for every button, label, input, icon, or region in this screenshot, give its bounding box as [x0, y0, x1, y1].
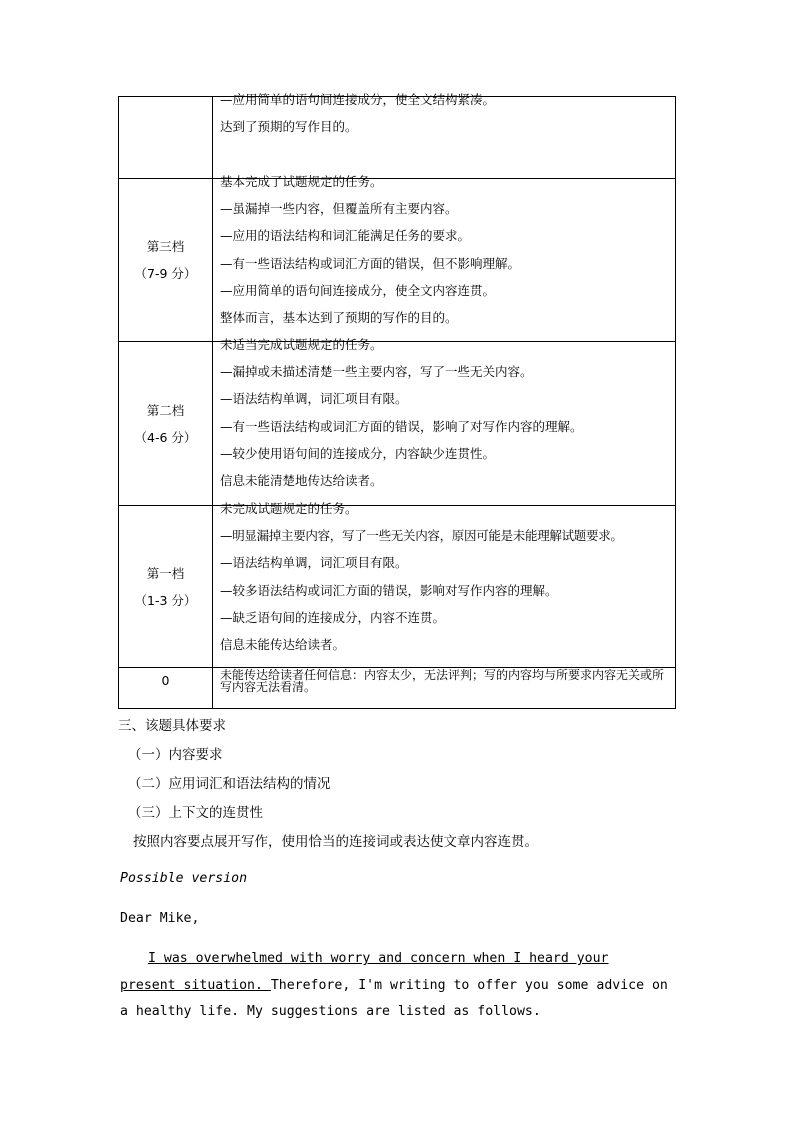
level-cell — [119, 506, 213, 668]
rubric-row-zero — [119, 668, 676, 709]
criterion-line: 达到了预期的写作目的。 — [220, 119, 358, 135]
criterion-line: —语法结构单调，词汇项目有限。 — [220, 391, 408, 407]
level-name: 第三档 — [146, 239, 185, 254]
criterion-line: —缺乏语句间的连接成分，内容不连贯。 — [220, 609, 446, 625]
requirement-item: （三）上下文的连贯性 — [128, 805, 263, 821]
level-name: 0 — [161, 673, 170, 688]
level-score: （7-9 分） — [134, 266, 197, 281]
level-cell — [119, 342, 213, 506]
rubric-row-level2 — [119, 342, 676, 506]
letter-line — [148, 951, 609, 966]
criterion-line: —有一些语法结构或词汇方面的错误，影响了对写作内容的理解。 — [220, 418, 583, 434]
description-cell — [213, 501, 676, 668]
criterion-line: —较多语法结构或词汇方面的错误，影响对写作内容的理解。 — [220, 582, 558, 598]
section-title: 三、该题具体要求 — [118, 718, 226, 734]
description-cell — [213, 92, 676, 179]
rubric-row-level1 — [119, 506, 676, 668]
requirement-item: （二）应用词汇和语法结构的情况 — [128, 776, 331, 792]
level-cell — [119, 97, 213, 179]
level-score: （1-3 分） — [134, 592, 197, 608]
letter-line: a healthy life. My suggestions are listed as follows. — [120, 1004, 541, 1019]
criterion-text: 未能传达给读者任何信息：内容太少，无法评判；写的内容均与所要求内容无关或所写内容无法看清。 — [220, 668, 665, 694]
criterion-line: —应用简单的语句间连接成分，使全文内容连贯。 — [220, 282, 496, 298]
level-name: 第二档 — [146, 402, 185, 418]
description-cell — [213, 174, 676, 342]
criterion-line: —较少使用语句间的连接成分，内容缺少连贯性。 — [220, 445, 496, 461]
criterion-line: 未适当完成试题规定的任务。 — [220, 337, 383, 352]
criterion-line: 信息未能清楚地传达给读者。 — [220, 472, 383, 488]
letter-text: Therefore, I'm writing to offer you some advice on — [270, 978, 668, 993]
level-cell — [119, 179, 213, 342]
criterion-line: —应用的语法结构和词汇能满足任务的要求。 — [220, 228, 471, 244]
underlined-sentence: I was overwhelmed with worry and concern when I heard your — [148, 951, 609, 966]
criterion-line: 整体而言，基本达到了预期的写作的目的。 — [220, 309, 458, 325]
criterion-line: —语法结构单调，词汇项目有限。 — [220, 555, 408, 571]
letter-greeting: Dear Mike, — [120, 911, 200, 926]
rubric-row-level3 — [119, 179, 676, 342]
sample-heading: Possible version — [120, 871, 248, 886]
level-name: 第一档 — [146, 565, 185, 581]
criterion-line: —虽漏掉一些内容，但覆盖所有主要内容。 — [220, 201, 458, 217]
requirement-item: （一）内容要求 — [128, 747, 223, 763]
level-score: （4-6 分） — [134, 429, 197, 445]
criterion-line: 基本完成了试题规定的任务。 — [220, 174, 383, 189]
criterion-line: —明显漏掉主要内容，写了一些无关内容，原因可能是未能理解试题要求。 — [220, 528, 623, 544]
level-cell — [119, 668, 213, 709]
criterion-line: —漏掉或未描述清楚一些主要内容，写了一些无关内容。 — [220, 364, 533, 380]
rubric-row-continued — [119, 97, 676, 179]
letter-line — [120, 978, 668, 993]
scoring-rubric-table — [118, 92, 676, 709]
criterion-line: 信息未能传达给读者。 — [220, 636, 346, 652]
description-cell — [213, 668, 676, 709]
criterion-line: —有一些语法结构或词汇方面的错误，但不影响理解。 — [220, 255, 521, 271]
underlined-sentence: present situation. — [120, 978, 271, 993]
criterion-line: —应用简单的语句间连接成分，使全文结构紧凑。 — [220, 92, 496, 107]
criterion-line: 未完成试题规定的任务。 — [220, 501, 358, 516]
description-cell — [213, 337, 676, 506]
requirement-note: 按照内容要点展开写作，使用恰当的连接词或表达使文章内容连贯。 — [133, 834, 538, 850]
